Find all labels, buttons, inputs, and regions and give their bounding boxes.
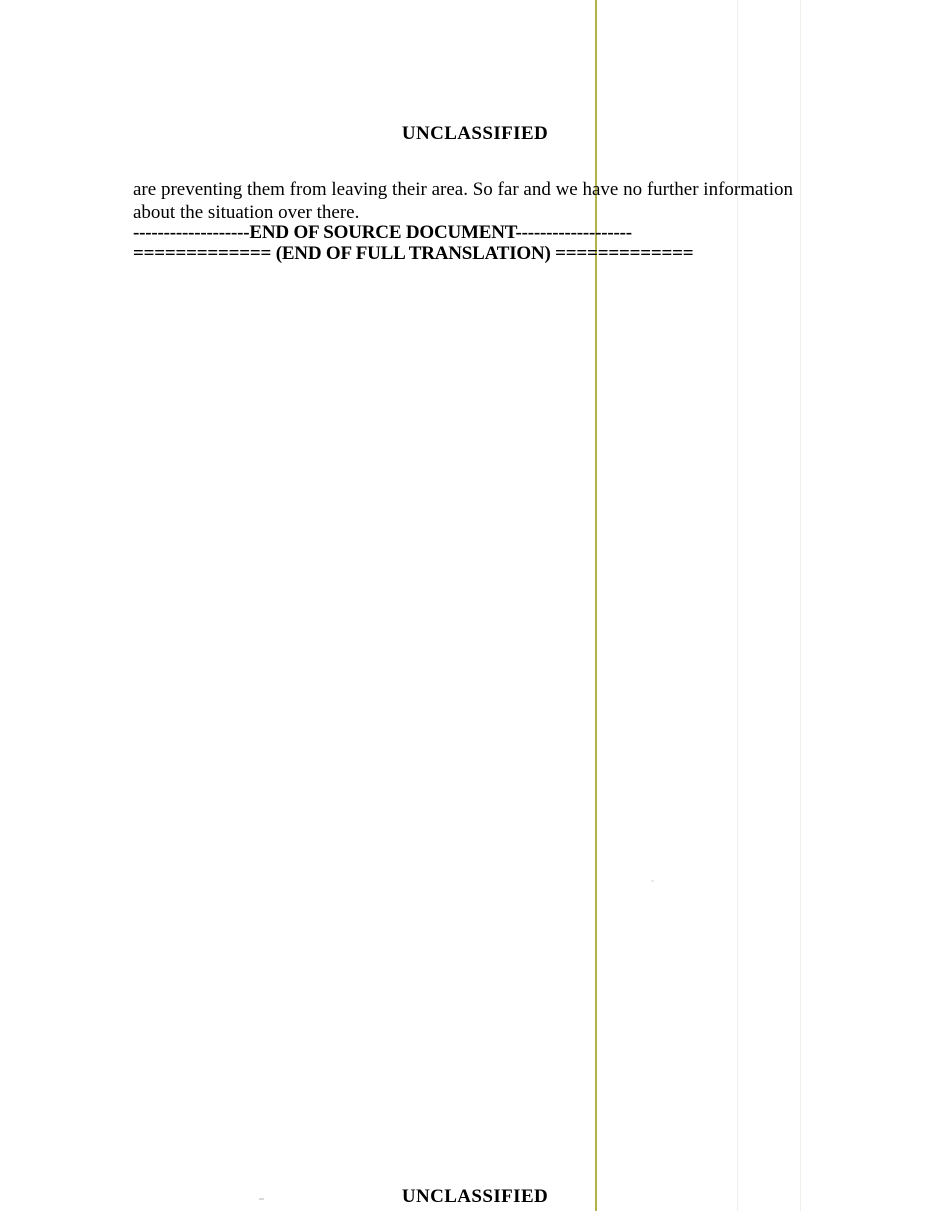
body-paragraph: are preventing them from leaving their area. So far and we have no further information about the situation over there.	[133, 179, 793, 223]
end-of-source-document-marker: -------------------END OF SOURCE DOCUMENT-------------------	[133, 222, 632, 243]
body-text-block	[133, 178, 793, 224]
end-of-full-translation-marker: ============= (END OF FULL TRANSLATION) =============	[133, 243, 694, 264]
classification-footer: UNCLASSIFIED	[401, 1186, 549, 1207]
scan-speck	[651, 880, 654, 882]
scan-artifact-line-tertiary	[800, 0, 801, 1211]
classification-header: UNCLASSIFIED	[401, 123, 549, 144]
